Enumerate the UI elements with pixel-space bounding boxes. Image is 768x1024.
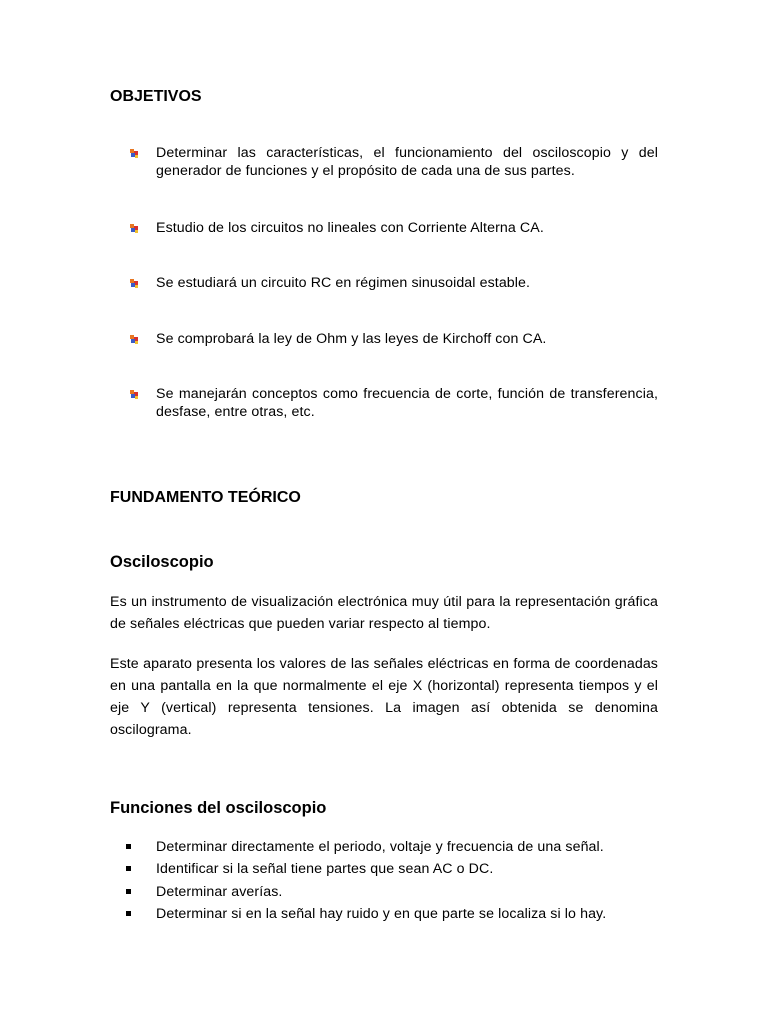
- osciloscopio-paragraph: Este aparato presenta los valores de las señales eléctricas en forma de coordenadas en una pantalla en la que normalmente el eje X (horizontal) representa tiempos y el eje Y (vertical) representa tensiones. La imagen así obtenida se denomina oscilograma.: [110, 656, 658, 738]
- funcion-text: Determinar directamente el periodo, voltaje y frecuencia de una señal.: [156, 839, 604, 855]
- list-item: [110, 904, 670, 926]
- funcion-text: Identificar si la señal tiene partes que sean AC o DC.: [156, 861, 494, 878]
- square-bullet-icon: [110, 904, 156, 924]
- fundamento-heading: FUNDAMENTO TEÓRICO: [110, 489, 301, 506]
- objetivo-item: [130, 385, 658, 421]
- funciones-list: [110, 837, 670, 926]
- funciones-heading: Funciones del osciloscopio: [110, 799, 327, 817]
- osciloscopio-paragraph: Es un instrumento de visualización electrónica muy útil para la representación gráfica de señales eléctricas que pueden variar respecto al tiempo.: [110, 594, 658, 632]
- colored-bullet-icon: [130, 144, 156, 162]
- objetivo-text: Se comprobará la ley de Ohm y las leyes de Kirchoff con CA.: [156, 331, 547, 347]
- list-item: [110, 859, 670, 881]
- square-bullet-icon: [110, 882, 156, 902]
- colored-bullet-icon: [130, 274, 156, 292]
- objetivo-item: [130, 144, 658, 180]
- list-item: [110, 882, 670, 904]
- objetivo-item: [130, 330, 658, 348]
- objetivo-text: Se estudiará un circuito RC en régimen sinusoidal estable.: [156, 275, 531, 291]
- osciloscopio-heading: Osciloscopio: [110, 553, 214, 571]
- objetivo-text: Se manejarán conceptos como frecuencia de corte, función de transferencia, desfase, entre otras, etc.: [156, 386, 658, 420]
- colored-bullet-icon: [130, 219, 156, 237]
- objetivo-item: [130, 219, 658, 237]
- funcion-text: Determinar averías.: [156, 883, 283, 900]
- objetivos-heading: OBJETIVOS: [110, 88, 202, 105]
- square-bullet-icon: [110, 837, 156, 857]
- objetivo-text: Estudio de los circuitos no lineales con Corriente Alterna CA.: [156, 220, 544, 236]
- objetivo-item: [130, 274, 658, 292]
- square-bullet-icon: [110, 859, 156, 879]
- funcion-text: Determinar si en la señal hay ruido y en que parte se localiza si lo hay.: [156, 905, 607, 922]
- colored-bullet-icon: [130, 385, 156, 403]
- colored-bullet-icon: [130, 330, 156, 348]
- objetivo-text: Determinar las características, el funcionamiento del osciloscopio y del generador de funciones y el propósito de cada una de sus partes.: [156, 145, 658, 179]
- list-item: [110, 837, 670, 859]
